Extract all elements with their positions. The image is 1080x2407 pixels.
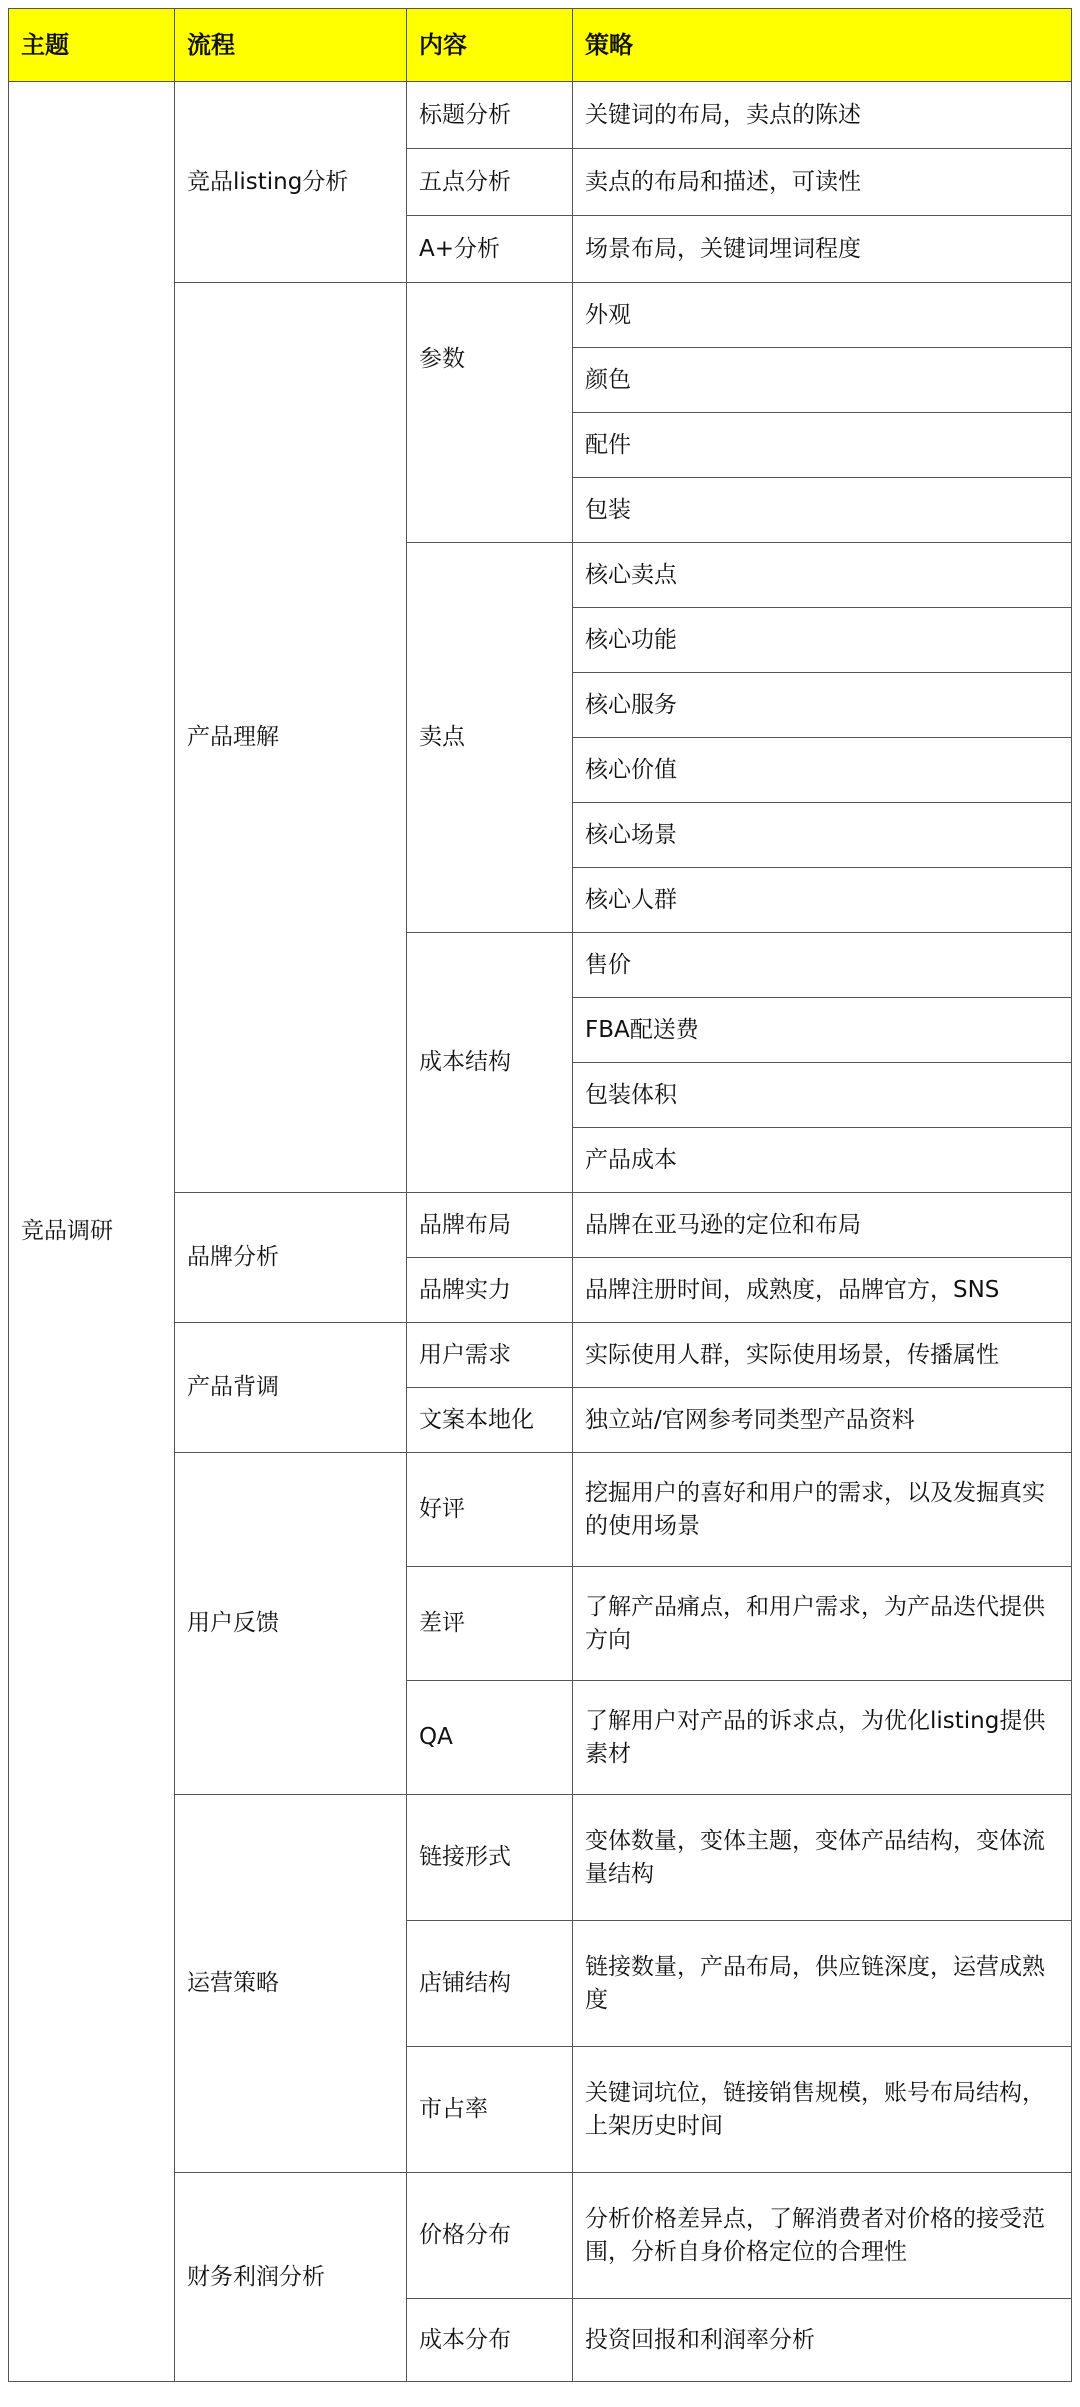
strategy-cell: 场景布局，关键词埋词程度 [573,216,1072,283]
strategy-cell: 投资回报和利润率分析 [573,2299,1072,2382]
strategy-cell: 卖点的布局和描述，可读性 [573,149,1072,216]
strategy-cell: 了解产品痛点，和用户需求，为产品迭代提供方向 [573,1567,1072,1681]
content-cell: A+分析 [407,216,573,283]
content-cell: 参数 [407,283,573,543]
content-cell: 好评 [407,1453,573,1567]
content-cell: 文案本地化 [407,1388,573,1453]
strategy-cell: 产品成本 [573,1128,1072,1193]
strategy-cell: 核心人群 [573,868,1072,933]
strategy-cell: 核心卖点 [573,543,1072,608]
strategy-cell: 品牌注册时间，成熟度，品牌官方，SNS [573,1258,1072,1323]
strategy-cell: 分析价格差异点，了解消费者对价格的接受范围，分析自身价格定位的合理性 [573,2173,1072,2299]
topic-cell: 竞品调研 [9,82,175,2382]
header-row [9,9,1072,82]
process-cell: 财务利润分析 [175,2173,407,2382]
content-cell: 标题分析 [407,82,573,149]
process-cell: 产品理解 [175,283,407,1193]
content-cell: 成本结构 [407,933,573,1193]
strategy-cell: 品牌在亚马逊的定位和布局 [573,1193,1072,1258]
content-cell: 用户需求 [407,1323,573,1388]
strategy-cell: 配件 [573,413,1072,478]
content-cell: 五点分析 [407,149,573,216]
strategy-cell: 核心场景 [573,803,1072,868]
content-cell: 价格分布 [407,2173,573,2299]
strategy-cell: 关键词坑位，链接销售规模，账号布局结构，上架历史时间 [573,2047,1072,2173]
content-cell: 差评 [407,1567,573,1681]
strategy-cell: 实际使用人群，实际使用场景，传播属性 [573,1323,1072,1388]
header-content: 内容 [407,9,573,82]
research-table [8,8,1072,2382]
strategy-cell: 了解用户对产品的诉求点，为优化listing提供素材 [573,1681,1072,1795]
content-cell: 品牌实力 [407,1258,573,1323]
header-process: 流程 [175,9,407,82]
strategy-cell: FBA配送费 [573,998,1072,1063]
content-cell: 链接形式 [407,1795,573,1921]
strategy-cell: 外观 [573,283,1072,348]
content-cell: QA [407,1681,573,1795]
content-cell: 店铺结构 [407,1921,573,2047]
process-cell: 竞品listing分析 [175,82,407,283]
header-strategy: 策略 [573,9,1072,82]
strategy-cell: 核心服务 [573,673,1072,738]
content-cell: 市占率 [407,2047,573,2173]
strategy-cell: 挖掘用户的喜好和用户的需求，以及发掘真实的使用场景 [573,1453,1072,1567]
strategy-cell: 颜色 [573,348,1072,413]
process-cell: 品牌分析 [175,1193,407,1323]
strategy-cell: 核心价值 [573,738,1072,803]
strategy-cell: 链接数量，产品布局，供应链深度，运营成熟度 [573,1921,1072,2047]
strategy-cell: 变体数量，变体主题，变体产品结构，变体流量结构 [573,1795,1072,1921]
content-cell: 品牌布局 [407,1193,573,1258]
process-cell: 运营策略 [175,1795,407,2173]
strategy-cell: 独立站/官网参考同类型产品资料 [573,1388,1072,1453]
process-cell: 产品背调 [175,1323,407,1453]
strategy-cell: 关键词的布局，卖点的陈述 [573,82,1072,149]
table-row [9,82,1072,149]
content-cell: 卖点 [407,543,573,933]
strategy-cell: 核心功能 [573,608,1072,673]
content-cell: 成本分布 [407,2299,573,2382]
strategy-cell: 包装 [573,478,1072,543]
strategy-cell: 售价 [573,933,1072,998]
strategy-cell: 包装体积 [573,1063,1072,1128]
process-cell: 用户反馈 [175,1453,407,1795]
header-topic: 主题 [9,9,175,82]
